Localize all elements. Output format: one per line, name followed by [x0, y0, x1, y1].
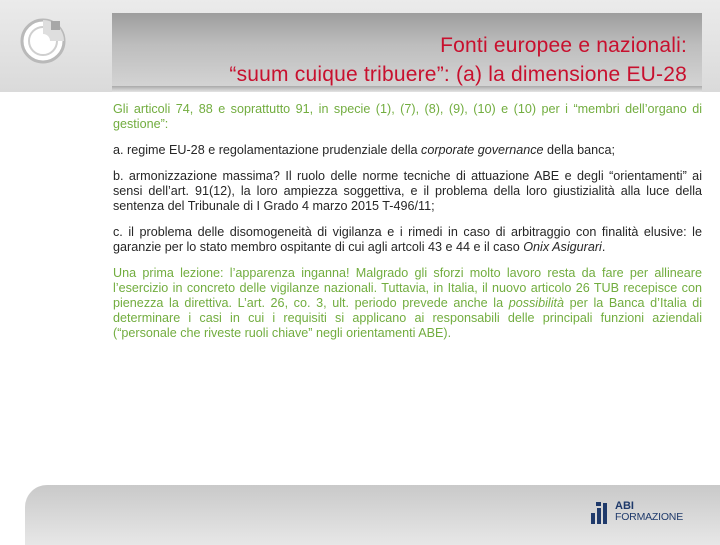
slide-title — [229, 31, 687, 89]
item-c — [113, 225, 702, 255]
intro-paragraph: Gli articoli 74, 88 e soprattutto 91, in specie (1), (7), (8), (9), (10) e (10) per i “membri dell’organo di gestione”: — [113, 102, 702, 131]
lesson-tail: per la Banca d’Italia di determinare i casi in cui i requisiti si applicano ai responsabili delle principali funzioni aziendali (“personale che riveste ruoli chiave” negli orientamenti ABE). — [113, 296, 702, 340]
item-c-tail: . — [601, 240, 606, 254]
content-body — [113, 102, 702, 352]
title-line-1: Fonti europee e nazionali: — [440, 34, 687, 57]
lesson-paragraph — [113, 266, 702, 341]
lesson-text: Una prima lezione: l’apparenza inganna! Malgrado gli sforzi molto lavoro resta da fare per allineare l’esercizio in concreto delle vigilanze nazionali. Tuttavia, in Italia, il nuovo articolo 26 TUB recepisce con pienezza la direttiva. L’art. 26, co. 3, ult. periodo prevede anche la — [113, 266, 702, 310]
item-a-text: a. regime EU-28 e regolamentazione prudenziale della — [113, 143, 422, 157]
abi-formazione-logo — [590, 498, 700, 528]
item-b: b. armonizzazione massima? Il ruolo delle norme tecniche di attuazione ABE e degli “orientamenti” ai sensi dell’art. 91(12), la loro ampiezza soggettiva, e il problema della loro giustizialità alla luce della sentenza del Tribunale di I Grado 4 marzo 2015 T-496/11; — [113, 169, 702, 213]
abi-bars-icon — [590, 501, 612, 525]
circular-logo-icon — [20, 18, 66, 64]
item-a-emphasis: corporate governance — [421, 143, 544, 157]
title-line-2: “suum cuique tribuere”: (a) la dimensione EU-28 — [229, 63, 687, 86]
item-a — [113, 143, 702, 158]
lesson-emphasis: possibilità — [508, 296, 565, 310]
item-a-tail: della banca; — [543, 143, 615, 157]
item-c-text: c. il problema delle disomogeneità di vigilanza e i rimedi in caso di arbitraggio con finalità elusive: le garanzie per lo stato membro ospitante di cui agli artcoli 43 e 44 e il caso — [113, 225, 702, 254]
abi-sub-text: FORMAZIONE — [615, 511, 683, 523]
abi-brand-text: ABI — [615, 500, 634, 512]
item-c-emphasis: Onix Asigurari — [523, 240, 602, 254]
